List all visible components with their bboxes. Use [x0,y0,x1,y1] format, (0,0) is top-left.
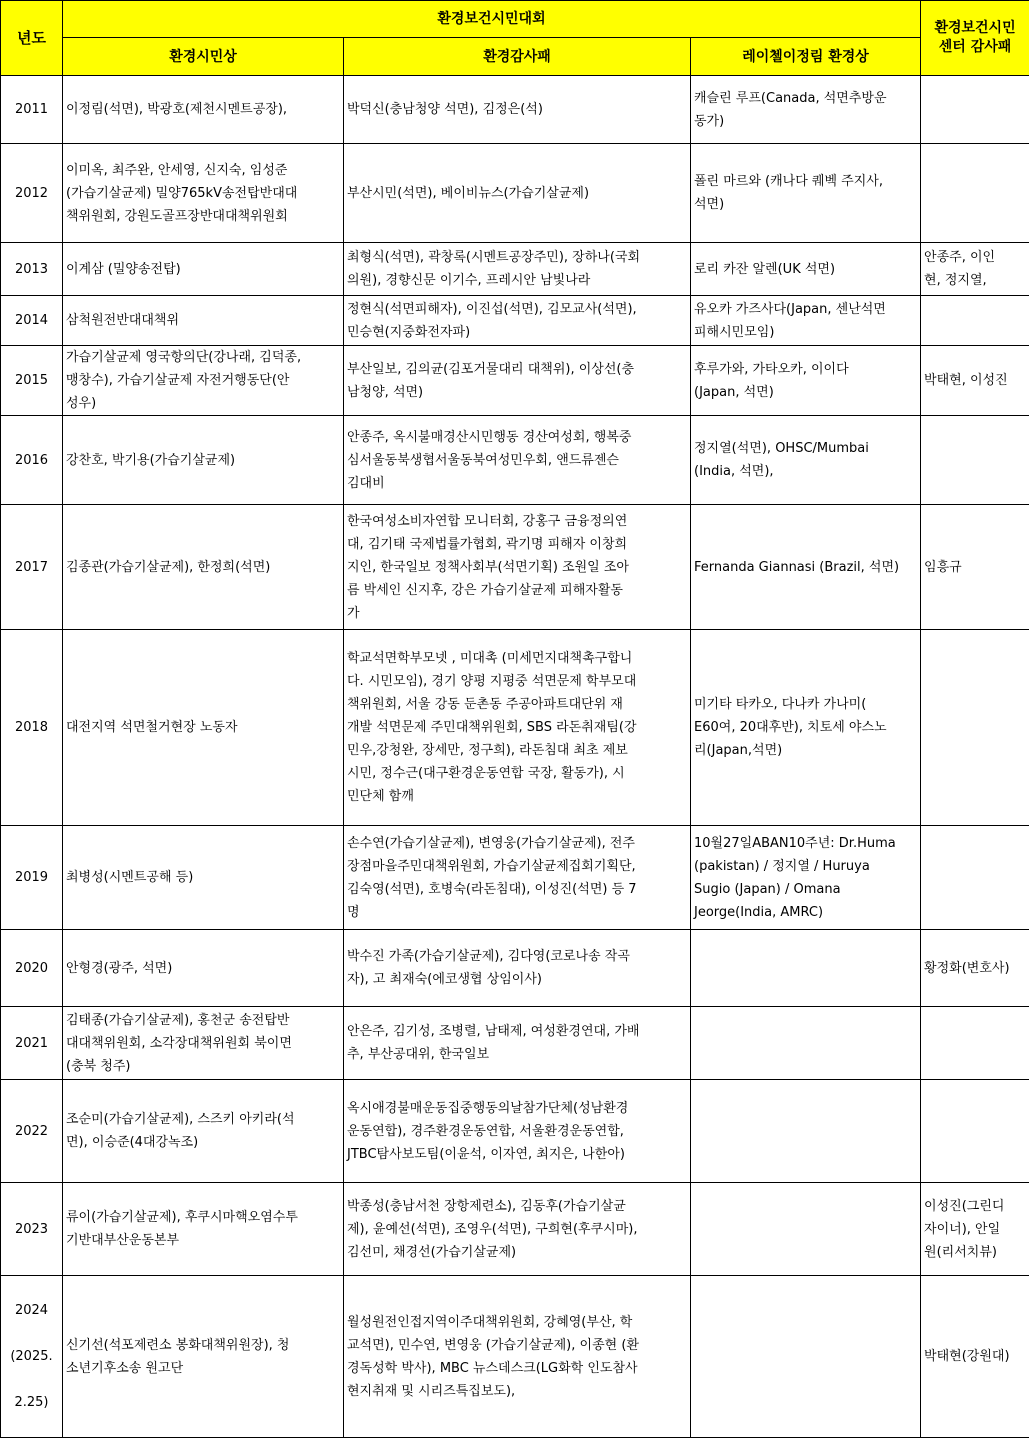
center-plaque-cell: 박태현, 이성진 [921,346,1029,416]
year-cell: 2016 [1,416,63,505]
rachel-award-cell [691,1183,921,1276]
audit-plaque-cell: 부산시민(석면), 베이비뉴스(가습기살균제) [344,144,691,243]
citizen-award-cell: 가습기살균제 영국항의단(강나래, 김덕종, 맹창수), 가습기살균제 자전거행동단(안 성우) [63,346,344,416]
year-label: 2024 [3,1299,60,1322]
rachel-award-cell: 로리 카잔 알렌(UK 석면) [691,243,921,296]
year-cell [1,1276,63,1438]
audit-plaque-cell: 월성원전인접지역이주대책위원회, 강혜영(부산, 학 교석면), 민수연, 변영웅 (가습기살균제), 이종현 (환 경독성학 박사), MBC 뉴스데스크(LG화학 인도참사 현지취재 및 시리즈특집보도), [344,1276,691,1438]
table-row [1,346,1029,416]
citizen-award-cell: 안형경(광주, 석면) [63,930,344,1007]
table-row [1,1007,1029,1080]
rachel-award-cell: 미기타 타카오, 다나카 가나미( E60여, 20대후반), 치토세 야스노 리(Japan,석면) [691,630,921,826]
table-row [1,826,1029,930]
citizen-award-cell: 최병성(시멘트공해 등) [63,826,344,930]
table-row [1,630,1029,826]
rachel-award-cell: 폴린 마르와 (캐나다 퀘벡 주지사, 석면) [691,144,921,243]
header-year: 년도 [1,1,63,76]
center-plaque-cell [921,826,1029,930]
header-row-group [1,1,1029,38]
rachel-award-cell [691,1007,921,1080]
header-citizen-award: 환경시민상 [63,38,344,76]
audit-plaque-cell: 안종주, 옥시불매경산시민행동 경산여성회, 행복중 심서울동북생협서울동북여성민우회, 앤드류젠슨 김대비 [344,416,691,505]
audit-plaque-cell: 박종성(충남서천 장항제련소), 김동후(가습기살균 제), 윤예선(석면), 조영우(석면), 구희현(후쿠시마), 김선미, 채경선(가습기살균제) [344,1183,691,1276]
audit-plaque-cell: 안은주, 김기성, 조병렬, 남태제, 여성환경연대, 가배 추, 부산공대위, 한국일보 [344,1007,691,1080]
audit-plaque-cell: 정현식(석면피해자), 이진섭(석면), 김모교사(석면), 민승현(지중화전자파) [344,296,691,346]
table-row [1,416,1029,505]
audit-plaque-cell: 학교석면학부모넷 , 미대촉 (미세먼지대책촉구합니 다. 시민모임), 경기 양평 지평중 석면문제 학부모대 책위원회, 서울 강동 둔촌동 주공아파트대단위 재 개발 석면문제 주민대책위원회, SBS 라돈취재팀(강 민우,강청완, 장세만, 정구희), 라돈침대 최초 제보 시민, 정수근(대구환경운동연합 국장, 활동가), 시 민단체 함깨 [344,630,691,826]
center-plaque-cell [921,76,1029,144]
audit-plaque-cell: 부산일보, 김의균(김포거물대리 대책위), 이상선(충 남청양, 석면) [344,346,691,416]
citizen-award-cell: 이계삼 (밀양송전탑) [63,243,344,296]
year-cell: 2015 [1,346,63,416]
table-row [1,243,1029,296]
rachel-award-cell: 유오카 가즈사다(Japan, 센난석면 피해시민모임) [691,296,921,346]
rachel-award-cell [691,930,921,1007]
citizen-award-cell: 이미옥, 최주완, 안세영, 신지숙, 임성준 (가습기살균제) 밀양765kV송전탑반대대 책위원회, 강원도골프장반대대책위원회 [63,144,344,243]
center-plaque-cell: 안종주, 이인 현, 정지열, [921,243,1029,296]
year-cell: 2020 [1,930,63,1007]
rachel-award-cell: Fernanda Giannasi (Brazil, 석면) [691,505,921,630]
year-note: (2025. [3,1345,60,1368]
audit-plaque-cell: 옥시애경불매운동집중행동의날참가단체(성남환경 운동연합), 경주환경운동연합, 서울환경운동연합, JTBC탐사보도팀(이윤석, 이자연, 최지은, 나한아) [344,1080,691,1183]
table-row [1,144,1029,243]
center-plaque-cell [921,1007,1029,1080]
year-cell: 2012 [1,144,63,243]
audit-plaque-cell: 박수진 가족(가습기살균제), 김다영(코로나송 작곡 자), 고 최재숙(에코생협 상임이사) [344,930,691,1007]
year-cell: 2014 [1,296,63,346]
center-plaque-cell: 황정화(변호사) [921,930,1029,1007]
center-plaque-cell: 임흥규 [921,505,1029,630]
citizen-award-cell: 류이(가습기살균제), 후쿠시마핵오염수투 기반대부산운동본부 [63,1183,344,1276]
audit-plaque-cell: 한국여성소비자연합 모니터회, 강홍구 금융정의연 대, 김기태 국제법률가협회, 곽기명 피해자 이창희 지인, 한국일보 정책사회부(석면기획) 조원일 조아 름 박세인 신지후, 강은 가습기살균제 피해자활동 가 [344,505,691,630]
header-center-plaque [921,1,1029,76]
header-center-plaque-label: 환경보건시민 센터 감사패 [934,20,1015,55]
table-row [1,1183,1029,1276]
table-row [1,76,1029,144]
citizen-award-cell: 조순미(가습기살균제), 스즈키 아키라(석 면), 이승준(4대강녹조) [63,1080,344,1183]
table-row [1,1276,1029,1438]
header-group: 환경보건시민대회 [63,1,921,38]
header-rachel-award: 레이첼이정림 환경상 [691,38,921,76]
audit-plaque-cell: 최형식(석면), 곽창록(시멘트공장주민), 장하나(국회 의원), 경향신문 이기수, 프레시안 남빛나라 [344,243,691,296]
citizen-award-cell: 김태종(가습기살균제), 홍천군 송전탑반 대대책위원회, 소각장대책위원회 북이면 (충북 청주) [63,1007,344,1080]
header-audit-plaque: 환경감사패 [344,38,691,76]
table-row [1,930,1029,1007]
audit-plaque-cell: 손수연(가습기살균제), 변영웅(가습기살균제), 전주 장점마을주민대책위원회, 가습기살균제집회기획단, 김숙영(석면), 호병숙(라돈침대), 이성진(석면) 등 7 명 [344,826,691,930]
citizen-award-cell: 이정림(석면), 박광호(제천시멘트공장), [63,76,344,144]
rachel-award-cell: 정지열(석면), OHSC/Mumbai (India, 석면), [691,416,921,505]
year-cell: 2023 [1,1183,63,1276]
rachel-award-cell [691,1080,921,1183]
citizen-award-cell: 신기선(석포제련소 봉화대책위원장), 청 소년기후소송 원고단 [63,1276,344,1438]
center-plaque-cell [921,296,1029,346]
rachel-award-cell [691,1276,921,1438]
center-plaque-cell [921,630,1029,826]
citizen-award-cell: 삼척원전반대대책위 [63,296,344,346]
center-plaque-cell [921,416,1029,505]
rachel-award-cell: 10월27일ABAN10주년: Dr.Huma (pakistan) / 정지열 / Huruya Sugio (Japan) / Omana Jeorge(India, AMRC) [691,826,921,930]
citizen-award-cell: 강찬호, 박기용(가습기살균제) [63,416,344,505]
center-plaque-cell: 이성진(그린디 자이너), 안일 원(리서치뷰) [921,1183,1029,1276]
rachel-award-cell: 캐슬린 루프(Canada, 석면추방운 동가) [691,76,921,144]
center-plaque-cell: 박태현(강원대) [921,1276,1029,1438]
year-cell: 2019 [1,826,63,930]
year-cell: 2021 [1,1007,63,1080]
table-row [1,505,1029,630]
center-plaque-cell [921,144,1029,243]
year-cell: 2018 [1,630,63,826]
header-row-columns [1,38,1029,76]
table-row [1,296,1029,346]
year-cell: 2022 [1,1080,63,1183]
rachel-award-cell: 후루가와, 가타오카, 이이다 (Japan, 석면) [691,346,921,416]
citizen-award-cell: 김종관(가습기살균제), 한정희(석면) [63,505,344,630]
center-plaque-cell [921,1080,1029,1183]
year-note: 2.25) [3,1391,60,1414]
year-cell: 2013 [1,243,63,296]
year-cell: 2011 [1,76,63,144]
year-cell: 2017 [1,505,63,630]
citizen-award-cell: 대전지역 석면철거현장 노동자 [63,630,344,826]
table-row [1,1080,1029,1183]
audit-plaque-cell: 박덕신(충남청양 석면), 김정은(석) [344,76,691,144]
